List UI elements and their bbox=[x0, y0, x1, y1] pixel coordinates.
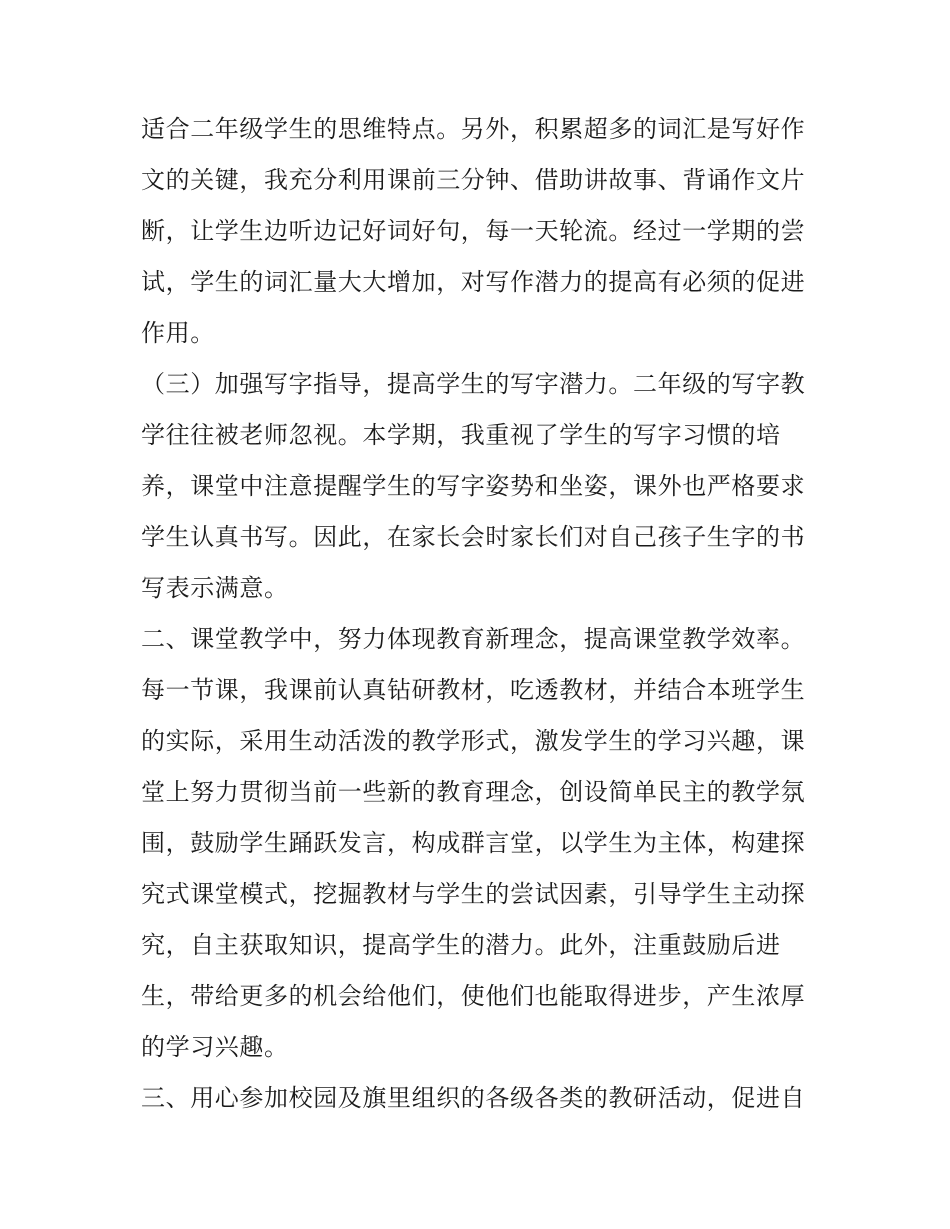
text-line: 究，自主获取知识，提高学生的潜力。此外，注重鼓励后进 bbox=[141, 931, 781, 959]
text-line: 养，课堂中注意提醒学生的写字姿势和坐姿，课外也严格要求 bbox=[141, 472, 806, 500]
text-line: 二、课堂教学中，努力体现教育新理念，提高课堂教学效率。 bbox=[141, 625, 806, 653]
text-line: 文的关键，我充分利用课前三分钟、借助讲故事、背诵作文片 bbox=[141, 166, 806, 194]
text-line: 学往往被老师忽视。本学期，我重视了学生的写字习惯的培 bbox=[141, 421, 781, 449]
text-line: （三）加强写字指导，提高学生的写字潜力。二年级的写字教 bbox=[141, 370, 806, 398]
text-line: 适合二年级学生的思维特点。另外，积累超多的词汇是写好作 bbox=[141, 115, 806, 143]
text-line: 断，让学生边听边记好词好句，每一天轮流。经过一学期的尝 bbox=[141, 217, 806, 245]
text-line: 学生认真书写。因此，在家长会时家长们对自己孩子生字的书 bbox=[141, 523, 806, 551]
text-line: 的学习兴趣。 bbox=[141, 1033, 289, 1061]
text-line: 写表示满意。 bbox=[141, 574, 289, 602]
text-line: 围，鼓励学生踊跃发言，构成群言堂，以学生为主体，构建探 bbox=[141, 829, 806, 857]
text-line: 究式课堂模式，挖掘教材与学生的尝试因素，引导学生主动探 bbox=[141, 880, 806, 908]
text-line: 作用。 bbox=[141, 319, 215, 347]
text-line: 三、用心参加校园及旗里组织的各级各类的教研活动，促进自 bbox=[141, 1084, 806, 1112]
text-line: 的实际，采用生动活泼的教学形式，激发学生的学习兴趣，课 bbox=[141, 727, 806, 755]
text-line: 试，学生的词汇量大大增加，对写作潜力的提高有必须的促进 bbox=[141, 268, 806, 296]
text-line: 堂上努力贯彻当前一些新的教育理念，创设简单民主的教学氛 bbox=[141, 778, 806, 806]
text-line: 生，带给更多的机会给他们，使他们也能取得进步，产生浓厚 bbox=[141, 982, 806, 1010]
text-line: 每一节课，我课前认真钻研教材，吃透教材，并结合本班学生 bbox=[141, 676, 806, 704]
